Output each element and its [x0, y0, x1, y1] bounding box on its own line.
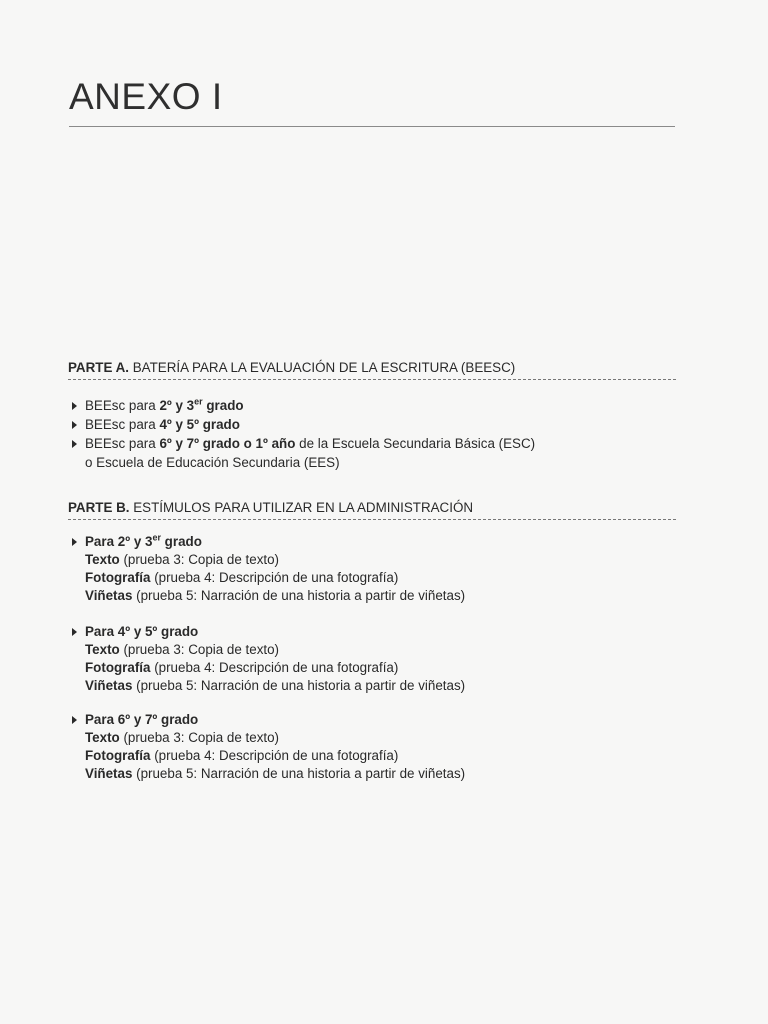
title-divider	[69, 126, 675, 127]
item-rest: de la Escuela Secundaria Básica (ESC)	[295, 436, 536, 451]
stimulus-item	[72, 659, 465, 677]
list-item-continuation: o Escuela de Educación Secundaria (EES)	[85, 455, 340, 470]
stimulus-name: Viñetas	[85, 588, 133, 603]
stimulus-item	[72, 587, 465, 605]
stimulus-name: Fotografía	[85, 570, 151, 585]
stimulus-name: Texto	[85, 642, 120, 657]
part-b-title: ESTÍMULOS PARA UTILIZAR EN LA ADMINISTRACIÓN	[133, 500, 474, 515]
stimulus-desc: (prueba 3: Copia de texto)	[119, 642, 280, 657]
bullet-triangle-icon	[72, 440, 77, 448]
stimulus-desc: (prueba 5: Narración de una historia a partir de viñetas)	[132, 588, 466, 603]
grade-title-main: Para 6º y 7º grado	[85, 712, 199, 727]
grade-title-main: Para 4º y 5º grado	[85, 624, 199, 639]
stimulus-item	[72, 551, 465, 569]
item-grade-end: grado	[202, 398, 244, 413]
stimulus-name: Fotografía	[85, 748, 151, 763]
bullet-triangle-icon	[72, 716, 77, 724]
part-a-heading	[68, 360, 676, 380]
stimulus-desc: (prueba 4: Descripción de una fotografía)	[150, 570, 399, 585]
grade-title	[72, 623, 465, 641]
stimulus-name: Viñetas	[85, 678, 133, 693]
stimulus-name: Texto	[85, 552, 120, 567]
item-grade-sup: er	[194, 396, 203, 407]
item-prefix: BEEsc para	[85, 398, 160, 413]
stimulus-name: Fotografía	[85, 660, 151, 675]
item-grade: 4º y 5º grado	[159, 417, 240, 432]
part-a-label: PARTE A.	[68, 360, 130, 375]
stimulus-desc: (prueba 5: Narración de una historia a partir de viñetas)	[132, 766, 466, 781]
stimulus-desc: (prueba 3: Copia de texto)	[119, 552, 280, 567]
grade-block-6-7	[72, 711, 465, 783]
list-item	[72, 415, 535, 434]
list-item	[72, 396, 535, 415]
stimulus-desc: (prueba 4: Descripción de una fotografía)	[150, 748, 399, 763]
stimulus-desc: (prueba 4: Descripción de una fotografía)	[150, 660, 399, 675]
item-grade: 6º y 7º grado o 1º año	[159, 436, 296, 451]
stimulus-item	[72, 765, 465, 783]
grade-title-sup: er	[152, 532, 161, 543]
stimulus-item	[72, 641, 465, 659]
stimulus-name: Texto	[85, 730, 120, 745]
part-b-heading	[68, 500, 676, 520]
stimulus-item	[72, 569, 465, 587]
grade-block-4-5	[72, 623, 465, 695]
stimulus-item	[72, 677, 465, 695]
stimulus-desc: (prueba 3: Copia de texto)	[119, 730, 280, 745]
bullet-triangle-icon	[72, 421, 77, 429]
grade-title-main: Para 2º y 3	[85, 534, 153, 549]
item-prefix: BEEsc para	[85, 417, 160, 432]
bullet-triangle-icon	[72, 402, 77, 410]
grade-block-2-3	[72, 533, 465, 605]
item-prefix: BEEsc para	[85, 436, 160, 451]
bullet-triangle-icon	[72, 538, 77, 546]
item-grade: 2º y 3	[159, 398, 195, 413]
part-a-list	[72, 396, 535, 472]
part-b-label: PARTE B.	[68, 500, 130, 515]
list-item	[72, 434, 535, 453]
grade-title	[72, 711, 465, 729]
stimulus-desc: (prueba 5: Narración de una historia a partir de viñetas)	[132, 678, 466, 693]
bullet-triangle-icon	[72, 628, 77, 636]
stimulus-item	[72, 747, 465, 765]
stimulus-name: Viñetas	[85, 766, 133, 781]
grade-title	[72, 533, 465, 551]
part-a-title: BATERÍA PARA LA EVALUACIÓN DE LA ESCRITURA (BEESC)	[132, 360, 516, 375]
grade-title-end: grado	[160, 534, 202, 549]
page-title: ANEXO I	[69, 76, 223, 117]
stimulus-item	[72, 729, 465, 747]
